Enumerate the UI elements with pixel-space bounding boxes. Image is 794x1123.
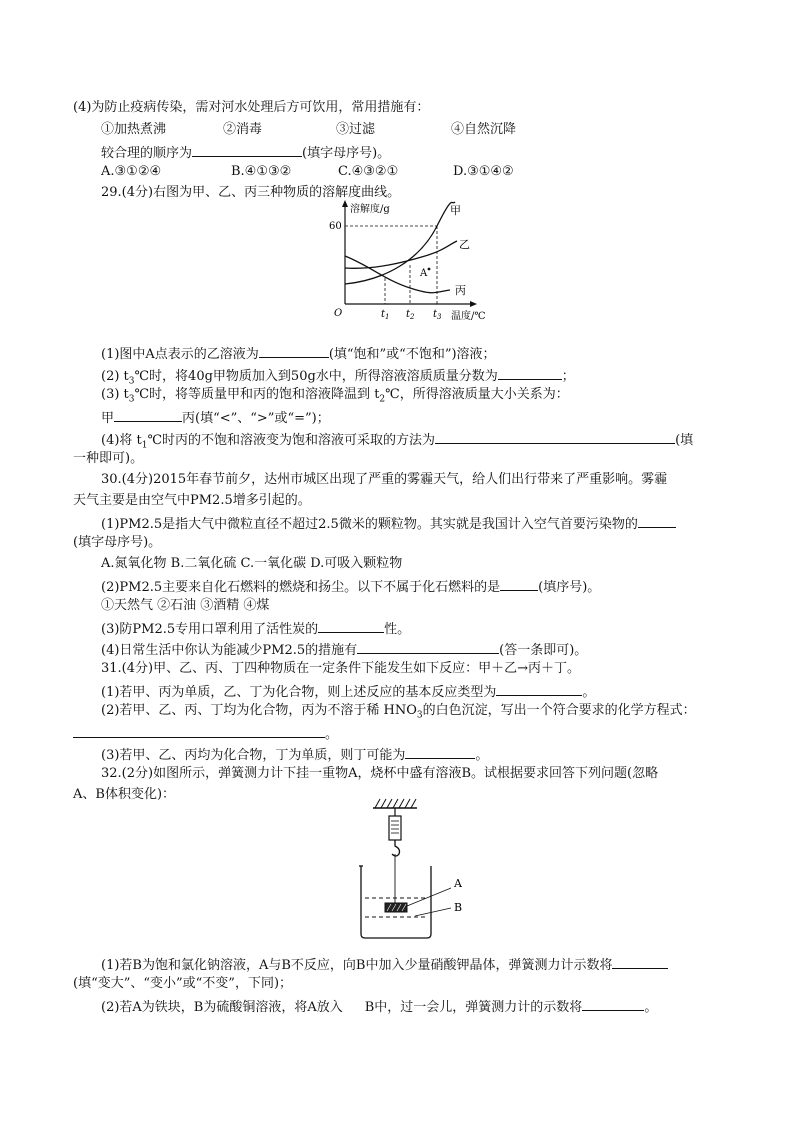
q29-p3-sub: 3: [128, 394, 135, 405]
q28-choice-b[interactable]: B.④①③②: [231, 164, 292, 179]
origin-label: O: [334, 308, 343, 319]
q29-p2-tail: ；: [561, 369, 575, 384]
curve-bing: [345, 256, 450, 293]
q29-p2-blank[interactable]: [498, 365, 562, 380]
q29-title: 29.(4分)右图为甲、乙、丙三种物质的溶解度曲线。: [101, 185, 401, 200]
q31-part2-cont: [73, 723, 338, 744]
q31-p3-text: (3)若甲、乙、丙均为化合物，丁为单质，则丁可能为: [101, 748, 406, 763]
q29-p3-tail: ℃，所得溶液质量大小关系为：: [385, 387, 569, 402]
q29-p4-text: (4)将 t: [101, 433, 142, 448]
q29-part4: [101, 429, 693, 455]
q31-p3-blank[interactable]: [405, 744, 475, 759]
q28-choice-d[interactable]: D.③①④②: [453, 164, 514, 179]
q29-p1-text: (1)图中A点表示的乙溶液为: [101, 347, 259, 362]
q29-p4-sub: 1: [141, 440, 148, 451]
q30-p2-blank[interactable]: [500, 576, 538, 591]
q29-p3-text: (3) t: [101, 387, 129, 402]
q29-p3-mid: ℃时，将等质量甲和丙的饱和溶液降温到 t: [134, 387, 380, 402]
q30-part1-options: A.氮氧化物 B.二氧化硫 C.一氧化碳 D.可吸入颗粒物: [101, 556, 403, 571]
q29-part1: [101, 343, 496, 364]
q32-part1-cont: (填“变大”、“变小”或“不变”，下同)；: [73, 976, 293, 991]
q32-p1-blank[interactable]: [612, 954, 668, 969]
q31-part3: [101, 744, 488, 765]
q31-p2-blank[interactable]: [73, 723, 325, 738]
q31-p3-tail: 。: [475, 748, 489, 763]
q31-p1-blank[interactable]: [496, 681, 582, 696]
q30-p1-blank[interactable]: [638, 513, 676, 528]
q30-p4-tail: (答一条即可)。: [499, 643, 588, 658]
q31-p2-tail: 的白色沉淀，写出一个符合要求的化学方程式：: [422, 703, 696, 718]
spring-scale-beaker-diagram: [355, 794, 475, 944]
ceiling-hatch: [375, 799, 416, 808]
q30-title-cont: 天气主要是由空气中PM2.5增多引起的。: [73, 493, 311, 508]
q28-option-1: ①加热煮沸: [101, 122, 167, 137]
tick-t1: $t_1$: [381, 309, 390, 321]
q32-part2: [101, 996, 657, 1017]
y-axis-arrow-icon: [342, 200, 348, 207]
beaker: [361, 866, 431, 938]
q29-p3-jia: 甲: [101, 411, 115, 426]
q30-p2-tail: (填序号)。: [538, 580, 601, 595]
q32-part1: [101, 954, 668, 975]
q30-part1-cont: (填字母序号)。: [73, 535, 162, 550]
label-point-a: A: [420, 268, 428, 279]
spring-scale-body: [389, 816, 401, 840]
q28-choice-a[interactable]: A.③①②④: [101, 164, 162, 179]
q32-p2-text: (2)若A为铁块，B为硫酸铜溶液，将A放入: [101, 1000, 343, 1015]
y-tick-60: 60: [329, 221, 342, 232]
label-bing: 丙: [455, 284, 466, 297]
point-a: [428, 268, 431, 271]
q30-p1-text: (1)PM2.5是指大气中微粒直径不超过2.5微米的颗粒物。其实就是我国计入空气首要污染物的: [101, 517, 638, 532]
q30-p2-text: (2)PM2.5主要来自化石燃料的燃烧和扬尘。以下不属于化石燃料的是: [101, 580, 501, 595]
q32-title: 32.(2分)如图所示，弹簧测力计下挂一重物A，烧杯中盛有溶液B。试根据要求回答下列问题(忽略: [101, 766, 659, 781]
q29-p4-tail: (填: [675, 433, 694, 448]
scale-hook: [392, 840, 400, 856]
q30-title: 30.(4分)2015年春节前夕，达州市城区出现了严重的雾霾天气，给人们出行带来了严重影响。雾霾: [101, 472, 668, 487]
label-a: A: [454, 877, 462, 890]
q29-p1-tail: (填“饱和”或“不饱和”)溶液；: [328, 347, 496, 362]
q31-title: 31.(4分)甲、乙、丙、丁四种物质在一定条件下能发生如下反应：甲＋乙→丙＋丁。: [101, 661, 580, 676]
q31-part2: [101, 702, 696, 725]
pointer-a: [407, 888, 451, 906]
q29-p4-blank[interactable]: [435, 429, 675, 444]
q28-option-2: ②消毒: [223, 122, 263, 137]
q32-p1-text: (1)若B为饱和氯化钠溶液，A与B不反应，向B中加入少量硝酸钾晶体，弹簧测力计示数将: [101, 958, 613, 973]
q32-p2-tail: 。: [644, 1000, 658, 1015]
q28-choice-c[interactable]: C.④③②①: [338, 164, 399, 179]
q32-p2-blank[interactable]: [582, 996, 644, 1011]
q29-p2-sub: 3: [128, 376, 135, 387]
q29-p3-blank[interactable]: [114, 407, 182, 422]
q30-part2-options: ①天然气 ②石油 ③酒精 ④煤: [101, 598, 270, 613]
q31-part1: [101, 681, 595, 702]
label-jia: 甲: [450, 204, 461, 217]
q29-p3-sub2: 2: [379, 394, 386, 405]
q32-p2-mid: B中，过一会儿，弹簧测力计的示数将: [364, 1000, 583, 1015]
q29-part4-cont: 一种即可)。: [73, 451, 144, 466]
q30-p4-blank[interactable]: [357, 639, 499, 654]
q29-part3-compare: [101, 407, 330, 428]
q32-title-cont: A、B体积变化)：: [73, 787, 176, 802]
q30-p3-tail: 性。: [384, 622, 411, 637]
q28-order-suffix: (填字母序号)。: [302, 146, 391, 161]
x-axis-arrow-icon: [470, 301, 477, 307]
label-yi: 乙: [459, 238, 470, 251]
q28-order-prefix: 较合理的顺序为: [101, 146, 193, 161]
q29-p2-mid: ℃时，将40g甲物质加入到50g水中，所得溶液溶质质量分数为: [134, 369, 498, 384]
q30-part3: [101, 618, 410, 639]
tick-t2: $t_2$: [406, 309, 415, 321]
q31-p2-period: 。: [325, 727, 339, 742]
q30-part1: [101, 513, 676, 534]
q31-p2-sub: 3: [416, 710, 423, 721]
x-axis-label: 温度/℃: [451, 311, 486, 322]
q31-p1-text: (1)若甲、丙为单质，乙、丁为化合物，则上述反应的基本反应类型为: [101, 685, 497, 700]
q28-order-line: [101, 142, 390, 163]
q30-part2: [101, 576, 600, 597]
q29-p3-bing: 丙(填“<”、“>”或“=”)；: [182, 411, 330, 426]
q30-part4: [101, 639, 587, 660]
q28-part4-text: (4)为防止疫病传染，需对河水处理后方可饮用，常用措施有：: [73, 100, 430, 115]
q28-answer-blank[interactable]: [192, 142, 302, 157]
q30-p3-blank[interactable]: [318, 618, 384, 633]
solubility-curve-graph: [325, 198, 500, 326]
q31-p2-text: (2)若甲、乙、丙、丁均为化合物，丙为不溶于稀 HNO: [101, 703, 417, 718]
q29-p4-mid: ℃时丙的不饱和溶液变为饱和溶液可采取的方法为: [147, 433, 436, 448]
q30-p4-text: (4)日常生活中你认为能减少PM2.5的措施有: [101, 643, 358, 658]
tick-t3: $t_3$: [433, 309, 442, 321]
y-axis-label: 溶解度/g: [350, 204, 390, 215]
q30-p3-text: (3)防PM2.5专用口罩利用了活性炭的: [101, 622, 319, 637]
q29-p1-blank[interactable]: [259, 343, 329, 358]
label-b: B: [454, 901, 463, 914]
q28-option-3: ③过滤: [336, 122, 376, 137]
q29-part3: [101, 386, 569, 409]
q31-p1-tail: 。: [582, 685, 596, 700]
pointer-b: [415, 908, 451, 916]
q28-option-4: ④自然沉降: [451, 122, 517, 137]
q29-p2-text: (2) t: [101, 369, 129, 384]
